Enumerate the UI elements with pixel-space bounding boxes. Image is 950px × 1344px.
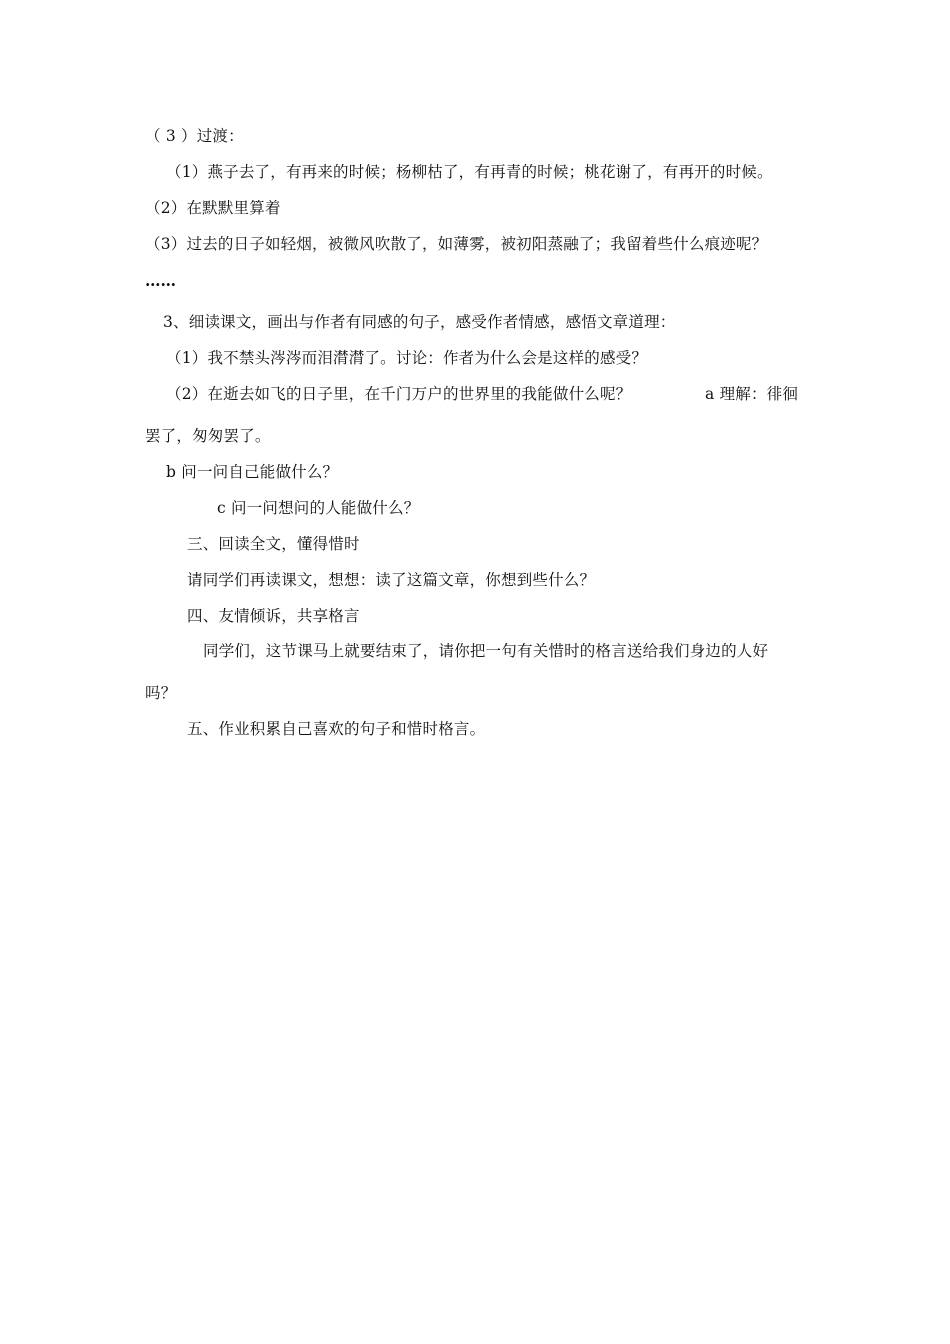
text-line-note-c: c 问一问想问的人能做什么？ bbox=[217, 499, 420, 517]
text-line-question-2-continued: 罢了，匆匆罢了。 bbox=[145, 427, 271, 445]
text-line-section-three: 三、回读全文，懂得惜时 bbox=[187, 535, 360, 553]
text-line-closing-prompt-continued: 吗？ bbox=[145, 684, 177, 702]
text-line-section-four: 四、友情倾诉，共享格言 bbox=[187, 607, 360, 625]
text-line-note-b: b 问一问自己能做什么？ bbox=[166, 463, 339, 481]
text-line-transition-heading: （ 3 ）过渡： bbox=[145, 127, 244, 145]
text-line-closing-prompt: 同学们，这节课马上就要结束了，请你把一句有关惜时的格言送给我们身边的人好 bbox=[203, 642, 769, 660]
text-line-item-2: （2）在默默里算着 bbox=[145, 199, 281, 217]
text-line-section-3: 3、细读课文，画出与作者有同感的句子，感受作者情感，感悟文章道理： bbox=[163, 313, 676, 331]
text-line-question-1: （1）我不禁头涔涔而泪潸潸了。讨论：作者为什么会是这样的感受？ bbox=[166, 349, 648, 367]
text-line-question-2: （2）在逝去如飞的日子里，在千门万户的世界里的我能做什么呢？ bbox=[166, 385, 632, 403]
text-line-note-a: a 理解：徘徊 bbox=[705, 385, 799, 403]
text-line-reread-prompt: 请同学们再读课文，想想：读了这篇文章，你想到些什么？ bbox=[187, 571, 596, 589]
text-line-ellipsis: …… bbox=[145, 271, 176, 290]
text-line-section-five: 五、作业积累自己喜欢的句子和惜时格言。 bbox=[187, 720, 486, 738]
text-line-item-1: （1）燕子去了，有再来的时候；杨柳枯了，有再青的时候；桃花谢了，有再开的时候。 bbox=[166, 163, 773, 181]
text-line-item-3: （3）过去的日子如轻烟，被微风吹散了，如薄雾，被初阳蒸融了；我留着些什么痕迹呢？ bbox=[145, 235, 768, 253]
